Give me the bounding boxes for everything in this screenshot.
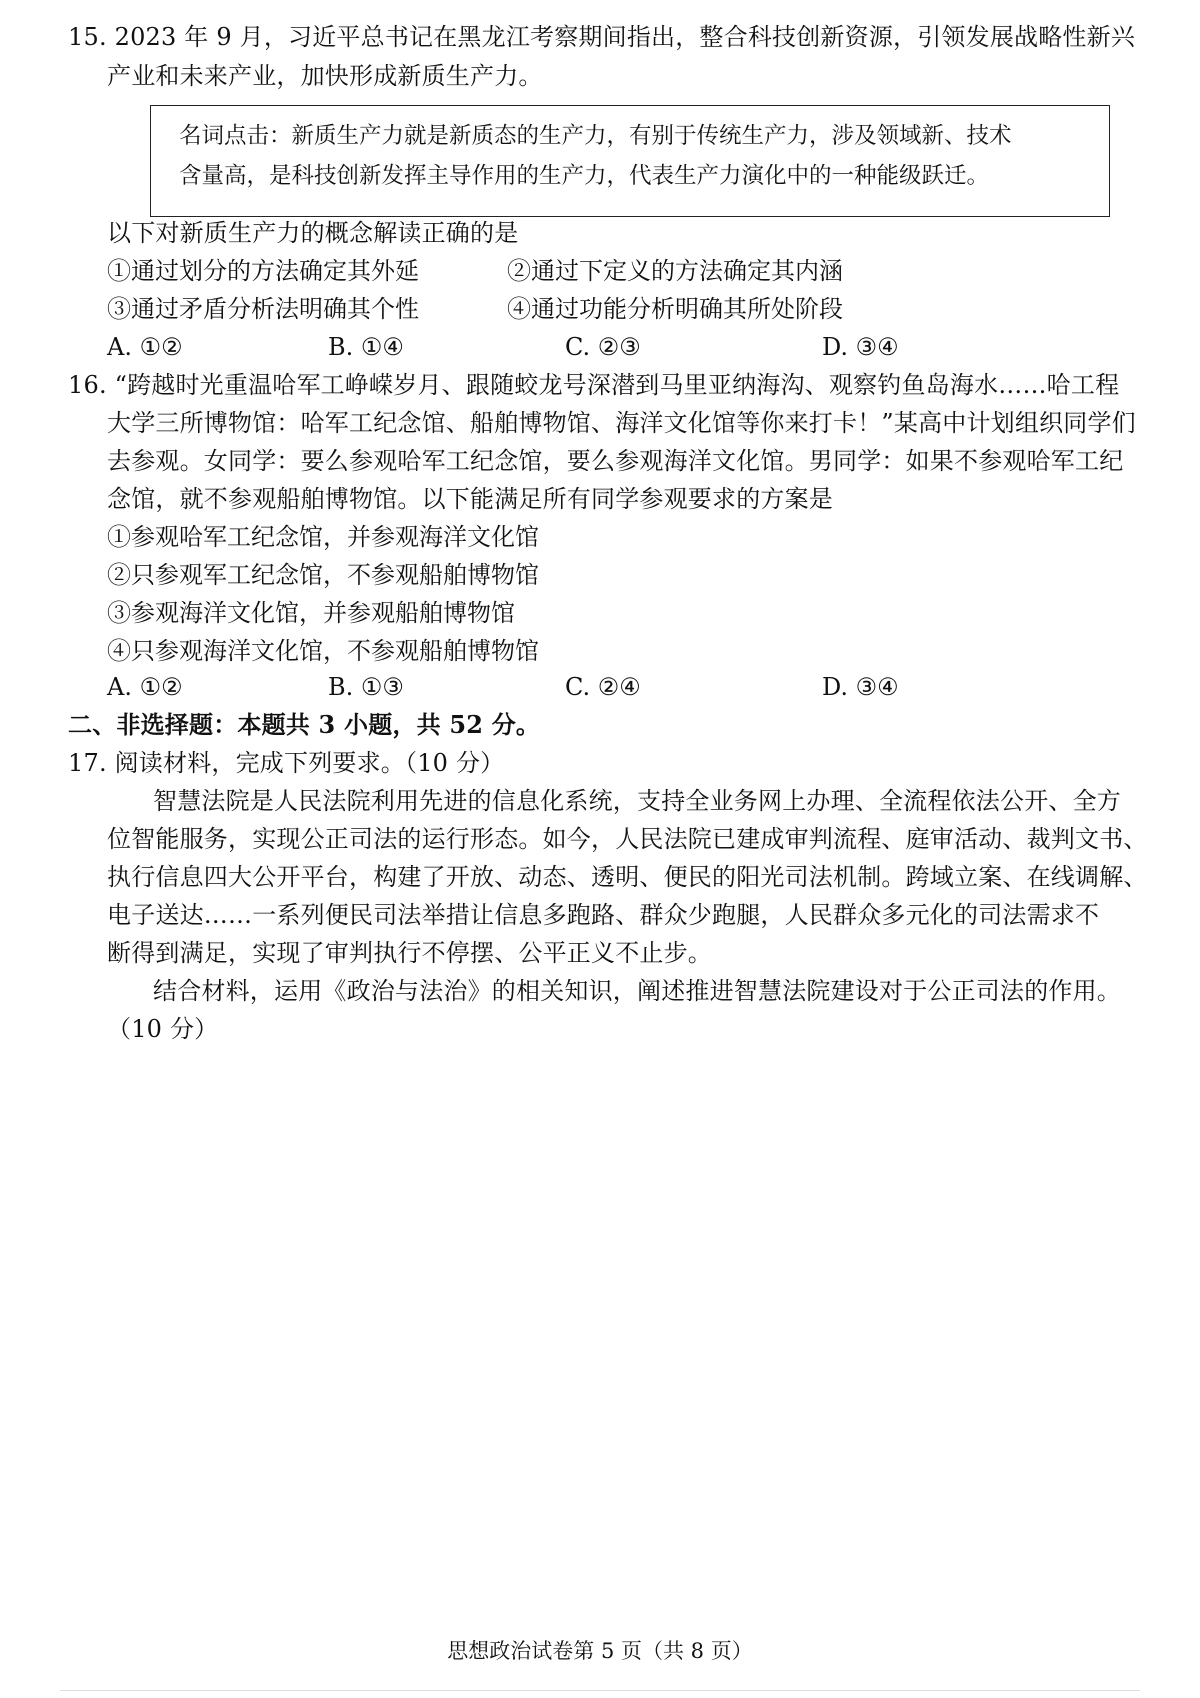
q16-stem-line-1: 16. “跨越时光重温哈军工峥嵘岁月、跟随蛟龙号深潜到马里亚纳海沟、观察钓鱼岛海水……哈工程 — [68, 371, 1120, 399]
q16-stem-line-4: 念馆，就不参观船舶博物馆。以下能满足所有同学参观要求的方案是 — [107, 485, 833, 513]
q17-task-line-1: 结合材料，运用《政治与法治》的相关知识，阐述推进智慧法院建设对于公正司法的作用。 — [153, 977, 1121, 1005]
q15-stem-line-1: 15. 2023 年 9 月，习近平总书记在黑龙江考察期间指出，整合科技创新资源，引领发展战略性新兴 — [68, 23, 1136, 51]
q17-material-line-5: 断得到满足，实现了审判执行不停摆、公平正义不止步。 — [107, 939, 712, 967]
q15-item-3: ③通过矛盾分析法明确其个性 — [107, 295, 419, 323]
q16-option-c: C. ②④ — [565, 673, 641, 701]
q17-material-line-3: 执行信息四大公开平台，构建了开放、动态、透明、便民的阳光司法机制。跨域立案、在线调解、 — [107, 863, 1148, 891]
q17-task-line-2: （10 分） — [107, 1015, 219, 1043]
q15-definition-box — [150, 105, 1110, 217]
q15-option-a: A. ①② — [107, 333, 183, 361]
q17-material-line-2: 位智能服务，实现公正司法的运行形态。如今，人民法院已建成审判流程、庭审活动、裁判文书、 — [107, 825, 1148, 853]
q16-option-a: A. ①② — [107, 673, 183, 701]
q17-title: 17. 阅读材料，完成下列要求。（10 分） — [68, 749, 505, 777]
q15-stem-line-2: 产业和未来产业，加快形成新质生产力。 — [107, 62, 543, 90]
q17-material-line-1: 智慧法院是人民法院利用先进的信息化系统，支持全业务网上办理、全流程依法公开、全方 — [153, 787, 1121, 815]
page-footer: 思想政治试卷第 5 页（共 8 页） — [447, 1639, 753, 1663]
q15-box-line-2: 含量高，是科技创新发挥主导作用的生产力，代表生产力演化中的一种能级跃迁。 — [179, 163, 990, 189]
q16-option-b: B. ①③ — [328, 673, 404, 701]
q16-stem-line-3: 去参观。女同学：要么参观哈军工纪念馆，要么参观海洋文化馆。男同学：如果不参观哈军工纪 — [107, 447, 1124, 475]
q15-option-d: D. ③④ — [822, 333, 899, 361]
q15-option-b: B. ①④ — [328, 333, 404, 361]
q15-item-4: ④通过功能分析明确其所处阶段 — [507, 295, 843, 323]
section-2-heading: 二、非选择题：本题共 3 小题，共 52 分。 — [68, 710, 541, 739]
q15-box-line-1: 名词点击：新质生产力就是新质态的生产力，有别于传统生产力，涉及领域新、技术 — [179, 123, 1012, 149]
bottom-rule — [60, 1690, 1140, 1691]
q17-material-line-4: 电子送达……一系列便民司法举措让信息多跑路、群众少跑腿，人民群众多元化的司法需求不 — [107, 901, 1100, 929]
q15-option-c: C. ②③ — [565, 333, 641, 361]
q15-item-2: ②通过下定义的方法确定其内涵 — [507, 257, 843, 285]
q16-stem-line-2: 大学三所博物馆：哈军工纪念馆、船舶博物馆、海洋文化馆等你来打卡！”某高中计划组织同学们 — [107, 409, 1136, 437]
q16-option-d: D. ③④ — [822, 673, 899, 701]
q15-item-1: ①通过划分的方法确定其外延 — [107, 257, 419, 285]
q16-item-2: ②只参观军工纪念馆，不参观船舶博物馆 — [107, 561, 539, 589]
q16-item-1: ①参观哈军工纪念馆，并参观海洋文化馆 — [107, 523, 539, 551]
q16-item-4: ④只参观海洋文化馆，不参观船舶博物馆 — [107, 637, 539, 665]
q15-question: 以下对新质生产力的概念解读正确的是 — [107, 219, 519, 247]
q16-item-3: ③参观海洋文化馆，并参观船舶博物馆 — [107, 599, 515, 627]
